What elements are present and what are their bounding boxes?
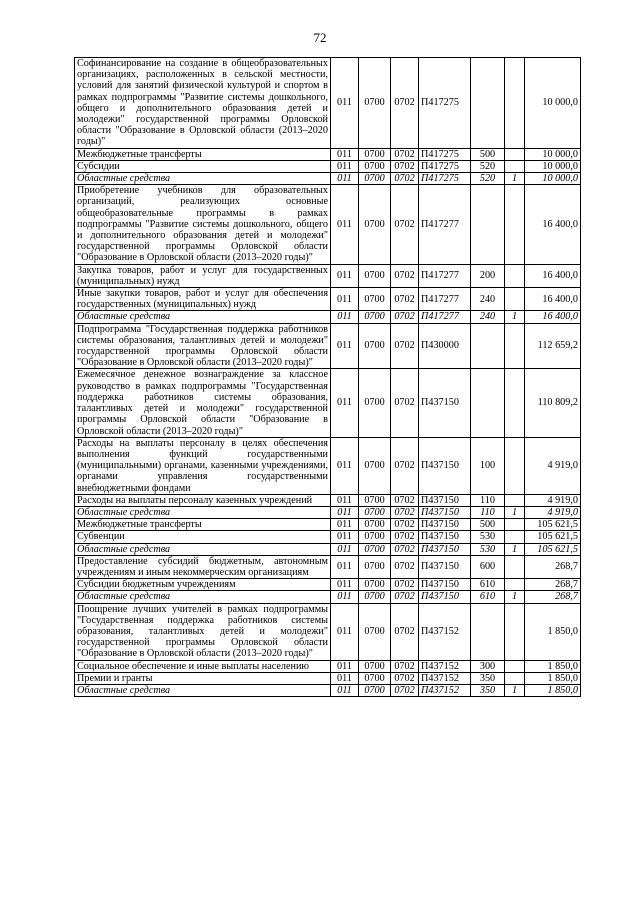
cell-target-article: П437152	[419, 684, 471, 696]
cell-admin-code: 011	[331, 264, 359, 287]
cell-target-article: П417277	[419, 288, 471, 311]
cell-section-code: 0700	[359, 603, 391, 660]
cell-amount: 105 621,5	[525, 519, 581, 531]
cell-subsection-code: 0702	[391, 519, 419, 531]
cell-expense-type: 240	[471, 288, 505, 311]
cell-name: Субвенции	[75, 531, 331, 543]
cell-name: Областные средства	[75, 591, 331, 603]
cell-subsection-code: 0702	[391, 173, 419, 185]
cell-target-article: П437152	[419, 603, 471, 660]
cell-name: Социальное обеспечение и иные выплаты населению	[75, 660, 331, 672]
table-row	[75, 311, 581, 323]
cell-name: Субсидии	[75, 160, 331, 172]
cell-expense-type: 240	[471, 311, 505, 323]
cell-funding-source	[505, 148, 525, 160]
cell-subsection-code: 0702	[391, 684, 419, 696]
table-row	[75, 437, 581, 494]
cell-section-code: 0700	[359, 311, 391, 323]
cell-amount: 1 850,0	[525, 603, 581, 660]
cell-name: Поощрение лучших учителей в рамках подпрограммы "Государственная поддержка работников системы образования, талантливых детей и молодежи" государственной программы Орловской области "Образование в Орловской области (2013–2020 годы)"	[75, 603, 331, 660]
table-row	[75, 672, 581, 684]
cell-admin-code: 011	[331, 531, 359, 543]
cell-name: Закупка товаров, работ и услуг для государственных (муниципальных) нужд	[75, 264, 331, 287]
cell-funding-source	[505, 531, 525, 543]
cell-target-article: П437150	[419, 437, 471, 494]
table-row	[75, 264, 581, 287]
cell-name: Субсидии бюджетным учреждениям	[75, 579, 331, 591]
table-row	[75, 185, 581, 264]
cell-admin-code: 011	[331, 684, 359, 696]
table-row	[75, 369, 581, 437]
page-number: 72	[313, 30, 327, 45]
cell-name: Иные закупки товаров, работ и услуг для обеспечения государственных (муниципальных) нужд	[75, 288, 331, 311]
table-row	[75, 660, 581, 672]
cell-funding-source: 1	[505, 506, 525, 518]
cell-admin-code: 011	[331, 660, 359, 672]
cell-amount: 268,7	[525, 591, 581, 603]
cell-admin-code: 011	[331, 543, 359, 555]
cell-admin-code: 011	[331, 323, 359, 369]
cell-subsection-code: 0702	[391, 437, 419, 494]
cell-expense-type: 520	[471, 160, 505, 172]
cell-amount: 10 000,0	[525, 173, 581, 185]
cell-subsection-code: 0702	[391, 323, 419, 369]
cell-subsection-code: 0702	[391, 288, 419, 311]
cell-name: Межбюджетные трансферты	[75, 148, 331, 160]
cell-expense-type	[471, 323, 505, 369]
cell-funding-source: 1	[505, 684, 525, 696]
cell-funding-source	[505, 185, 525, 264]
cell-amount: 10 000,0	[525, 160, 581, 172]
cell-admin-code: 011	[331, 506, 359, 518]
cell-amount: 10 000,0	[525, 148, 581, 160]
cell-section-code: 0700	[359, 531, 391, 543]
cell-funding-source	[505, 58, 525, 149]
cell-amount: 16 400,0	[525, 264, 581, 287]
cell-subsection-code: 0702	[391, 531, 419, 543]
cell-subsection-code: 0702	[391, 160, 419, 172]
cell-name: Софинансирование на создание в общеобразовательных организациях, расположенных в сельской местности, условий для занятий физической культурой и спортом в рамках подпрограммы "Развитие системы дошкольного, общего и дополнительного образования детей и молодежи" государственной программы Орловской области "Образование в Орловской области (2013–2020 годы)"	[75, 58, 331, 149]
cell-amount: 1 850,0	[525, 660, 581, 672]
table-row	[75, 603, 581, 660]
cell-section-code: 0700	[359, 494, 391, 506]
cell-name: Областные средства	[75, 506, 331, 518]
cell-target-article: П437150	[419, 519, 471, 531]
cell-admin-code: 011	[331, 288, 359, 311]
cell-section-code: 0700	[359, 369, 391, 437]
cell-section-code: 0700	[359, 672, 391, 684]
cell-amount: 4 919,0	[525, 494, 581, 506]
cell-section-code: 0700	[359, 543, 391, 555]
budget-table	[74, 57, 581, 697]
table-row	[75, 323, 581, 369]
cell-funding-source	[505, 437, 525, 494]
cell-expense-type	[471, 369, 505, 437]
cell-target-article: П417277	[419, 311, 471, 323]
cell-amount: 112 659,2	[525, 323, 581, 369]
cell-name: Предоставление субсидий бюджетным, автономным учреждениям и иным некоммерческим организациям	[75, 555, 331, 578]
cell-name: Расходы на выплаты персоналу казенных учреждений	[75, 494, 331, 506]
cell-subsection-code: 0702	[391, 603, 419, 660]
cell-section-code: 0700	[359, 173, 391, 185]
cell-target-article: П417275	[419, 148, 471, 160]
cell-expense-type	[471, 58, 505, 149]
cell-name: Областные средства	[75, 684, 331, 696]
cell-target-article: П437150	[419, 531, 471, 543]
cell-amount: 1 850,0	[525, 684, 581, 696]
cell-expense-type: 520	[471, 173, 505, 185]
cell-section-code: 0700	[359, 185, 391, 264]
cell-subsection-code: 0702	[391, 494, 419, 506]
cell-admin-code: 011	[331, 672, 359, 684]
cell-admin-code: 011	[331, 494, 359, 506]
cell-expense-type: 300	[471, 660, 505, 672]
cell-funding-source	[505, 660, 525, 672]
cell-subsection-code: 0702	[391, 506, 419, 518]
cell-target-article: П437152	[419, 672, 471, 684]
cell-target-article: П417275	[419, 58, 471, 149]
cell-admin-code: 011	[331, 311, 359, 323]
cell-subsection-code: 0702	[391, 660, 419, 672]
cell-target-article: П437150	[419, 555, 471, 578]
cell-section-code: 0700	[359, 684, 391, 696]
cell-target-article: П437150	[419, 369, 471, 437]
cell-name: Ежемесячное денежное вознаграждение за классное руководство в рамках подпрограммы "Государственная поддержка работников системы образования, талантливых детей и молодежи" государственной программы Орловской области "Образование в Орловской области (2013–2020 годы)"	[75, 369, 331, 437]
cell-amount: 105 621,5	[525, 531, 581, 543]
cell-admin-code: 011	[331, 58, 359, 149]
cell-funding-source: 1	[505, 591, 525, 603]
cell-funding-source	[505, 264, 525, 287]
cell-section-code: 0700	[359, 519, 391, 531]
cell-subsection-code: 0702	[391, 672, 419, 684]
table-row	[75, 531, 581, 543]
cell-amount: 10 000,0	[525, 58, 581, 149]
table-row	[75, 173, 581, 185]
cell-admin-code: 011	[331, 579, 359, 591]
cell-subsection-code: 0702	[391, 264, 419, 287]
table-row	[75, 494, 581, 506]
cell-admin-code: 011	[331, 173, 359, 185]
cell-amount: 268,7	[525, 579, 581, 591]
cell-section-code: 0700	[359, 437, 391, 494]
cell-admin-code: 011	[331, 185, 359, 264]
cell-expense-type	[471, 603, 505, 660]
cell-amount: 110 809,2	[525, 369, 581, 437]
cell-funding-source	[505, 603, 525, 660]
cell-admin-code: 011	[331, 591, 359, 603]
cell-target-article: П417277	[419, 185, 471, 264]
table-row	[75, 148, 581, 160]
cell-target-article: П417275	[419, 173, 471, 185]
cell-funding-source	[505, 288, 525, 311]
cell-funding-source	[505, 494, 525, 506]
cell-funding-source	[505, 369, 525, 437]
table-row	[75, 288, 581, 311]
table-row	[75, 579, 581, 591]
cell-expense-type: 500	[471, 148, 505, 160]
cell-expense-type: 530	[471, 531, 505, 543]
cell-expense-type: 100	[471, 437, 505, 494]
cell-subsection-code: 0702	[391, 591, 419, 603]
cell-subsection-code: 0702	[391, 58, 419, 149]
cell-target-article: П437150	[419, 579, 471, 591]
cell-target-article: П417277	[419, 264, 471, 287]
cell-funding-source	[505, 519, 525, 531]
cell-funding-source: 1	[505, 543, 525, 555]
cell-subsection-code: 0702	[391, 185, 419, 264]
cell-admin-code: 011	[331, 369, 359, 437]
cell-expense-type: 110	[471, 494, 505, 506]
cell-amount: 105 621,5	[525, 543, 581, 555]
cell-target-article: П437150	[419, 506, 471, 518]
cell-section-code: 0700	[359, 160, 391, 172]
cell-target-article: П437150	[419, 591, 471, 603]
budget-table-body	[75, 58, 581, 697]
cell-expense-type: 110	[471, 506, 505, 518]
cell-section-code: 0700	[359, 58, 391, 149]
table-row	[75, 519, 581, 531]
table-row	[75, 591, 581, 603]
cell-name: Областные средства	[75, 311, 331, 323]
cell-expense-type: 530	[471, 543, 505, 555]
cell-subsection-code: 0702	[391, 555, 419, 578]
cell-admin-code: 011	[331, 519, 359, 531]
cell-section-code: 0700	[359, 591, 391, 603]
cell-section-code: 0700	[359, 288, 391, 311]
cell-funding-source	[505, 672, 525, 684]
cell-admin-code: 011	[331, 555, 359, 578]
cell-subsection-code: 0702	[391, 579, 419, 591]
cell-expense-type: 500	[471, 519, 505, 531]
cell-amount: 16 400,0	[525, 185, 581, 264]
cell-expense-type: 610	[471, 579, 505, 591]
cell-expense-type: 350	[471, 684, 505, 696]
cell-funding-source	[505, 323, 525, 369]
cell-section-code: 0700	[359, 579, 391, 591]
table-row	[75, 684, 581, 696]
cell-expense-type: 600	[471, 555, 505, 578]
cell-section-code: 0700	[359, 660, 391, 672]
cell-section-code: 0700	[359, 323, 391, 369]
cell-amount: 1 850,0	[525, 672, 581, 684]
cell-target-article: П437150	[419, 494, 471, 506]
cell-name: Межбюджетные трансферты	[75, 519, 331, 531]
cell-name: Расходы на выплаты персоналу в целях обеспечения выполнения функций государственными (муниципальными) органами, казенными учреждениями, органами управления государственными внебюджетными фондами	[75, 437, 331, 494]
cell-expense-type: 200	[471, 264, 505, 287]
cell-amount: 268,7	[525, 555, 581, 578]
cell-expense-type	[471, 185, 505, 264]
cell-section-code: 0700	[359, 148, 391, 160]
cell-target-article: П417275	[419, 160, 471, 172]
cell-amount: 16 400,0	[525, 288, 581, 311]
cell-amount: 4 919,0	[525, 437, 581, 494]
cell-name: Областные средства	[75, 173, 331, 185]
cell-funding-source	[505, 555, 525, 578]
cell-target-article: П430000	[419, 323, 471, 369]
cell-section-code: 0700	[359, 264, 391, 287]
cell-section-code: 0700	[359, 506, 391, 518]
cell-target-article: П437152	[419, 660, 471, 672]
cell-admin-code: 011	[331, 160, 359, 172]
cell-amount: 16 400,0	[525, 311, 581, 323]
cell-subsection-code: 0702	[391, 148, 419, 160]
cell-target-article: П437150	[419, 543, 471, 555]
cell-subsection-code: 0702	[391, 311, 419, 323]
cell-funding-source	[505, 160, 525, 172]
table-row	[75, 160, 581, 172]
cell-name: Премии и гранты	[75, 672, 331, 684]
cell-name: Областные средства	[75, 543, 331, 555]
cell-funding-source: 1	[505, 173, 525, 185]
cell-admin-code: 011	[331, 148, 359, 160]
cell-admin-code: 011	[331, 437, 359, 494]
cell-expense-type: 610	[471, 591, 505, 603]
table-row	[75, 555, 581, 578]
cell-subsection-code: 0702	[391, 369, 419, 437]
cell-amount: 4 919,0	[525, 506, 581, 518]
cell-funding-source	[505, 579, 525, 591]
table-row	[75, 58, 581, 149]
table-row	[75, 506, 581, 518]
cell-section-code: 0700	[359, 555, 391, 578]
table-row	[75, 543, 581, 555]
cell-expense-type: 350	[471, 672, 505, 684]
cell-name: Приобретение учебников для образовательных организаций, реализующих основные общеобразовательные программы в рамках подпрограммы "Развитие системы дошкольного, общего и дополнительного образования детей и молодежи" государственной программы Орловской области "Образование в Орловской области (2013–2020 годы)"	[75, 185, 331, 264]
cell-funding-source: 1	[505, 311, 525, 323]
cell-subsection-code: 0702	[391, 543, 419, 555]
cell-name: Подпрограмма "Государственная поддержка работников системы образования, талантливых детей и молодежи" государственной программы Орловской области "Образование в Орловской области (2013–2020 годы)"	[75, 323, 331, 369]
cell-admin-code: 011	[331, 603, 359, 660]
